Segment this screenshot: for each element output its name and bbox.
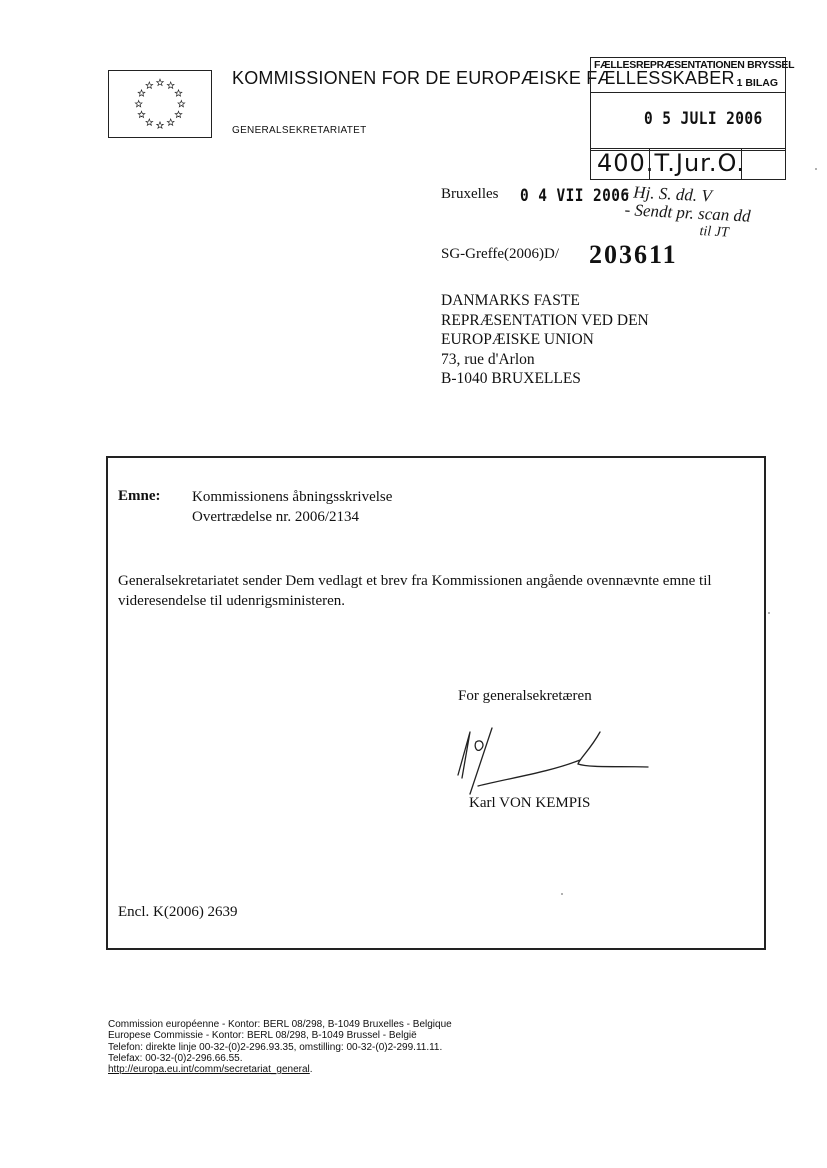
signature-stroke xyxy=(458,728,648,794)
stamp-divider xyxy=(590,92,786,93)
star-icon xyxy=(175,111,182,117)
handwritten-note-line: til JT xyxy=(699,224,730,241)
star-icon xyxy=(138,111,145,117)
star-icon xyxy=(175,90,182,96)
star-icon xyxy=(135,101,142,107)
scan-speck xyxy=(768,612,770,614)
enclosure-reference: Encl. K(2006) 2639 xyxy=(118,904,238,920)
reference-label: SG-Greffe(2006)D/ xyxy=(441,246,560,262)
footer-line: Telefon: direkte linje 00-32-(0)2-296.93.35, omstilling: 00-32-(0)2-299.11.11. xyxy=(108,1041,443,1053)
signer-name: Karl VON KEMPIS xyxy=(469,795,591,811)
footer-line: Telefax: 00-32-(0)2-296.66.55. xyxy=(108,1052,243,1064)
star-icon xyxy=(138,90,145,96)
star-icon xyxy=(157,79,164,85)
stamp-attachments: 1 BILAG xyxy=(736,77,778,89)
organization-title: KOMMISSIONEN FOR DE EUROPÆISKE FÆLLESSKABER xyxy=(232,68,735,88)
stamp-office: FÆLLESREPRÆSENTATIONEN BRYSSEL xyxy=(594,59,795,71)
subject-text xyxy=(192,487,392,527)
star-icon xyxy=(167,119,174,125)
footer-line: Europese Commissie - Kontor: BERL 08/298, B-1049 Brussel - België xyxy=(108,1030,417,1042)
address-line: EUROPÆISKE UNION xyxy=(441,331,594,348)
star-icon xyxy=(178,101,185,107)
stamp-file-number: 400.T.Jur.O. xyxy=(597,149,746,177)
stamp-frame xyxy=(590,57,786,151)
address-line: 73, rue d'Arlon xyxy=(441,350,535,368)
star-icon xyxy=(167,82,174,88)
stamp-file-box xyxy=(590,148,786,180)
footer-line: Commission européenne - Kontor: BERL 08/298, B-1049 Bruxelles - Belgique xyxy=(108,1019,452,1030)
received-stamp xyxy=(590,57,795,179)
subject-line: Overtrædelse nr. 2006/2134 xyxy=(192,509,360,525)
handwritten-note-line: - Hj. S. dd. V xyxy=(623,182,713,206)
handwritten-note-line: - Sendt pr. scan dd xyxy=(624,200,752,226)
stamp-received-date: 0 5 JULI 2006 xyxy=(644,109,763,129)
star-icon xyxy=(146,82,153,88)
address-line: DANMARKS FASTE xyxy=(441,292,580,309)
star-icon xyxy=(146,119,153,125)
reference-number: 203611 xyxy=(589,240,678,269)
address-line: B-1040 BRUXELLES xyxy=(441,370,581,387)
letter-frame xyxy=(106,456,766,950)
date-stamp: 0 4 VII 2006 xyxy=(520,186,630,206)
footer: Commission européenne - Kontor: BERL 08/298, B-1049 Bruxelles - Belgique Europese Commissie - Kontor: BERL 08/298, B-1049 Brussel - België Telefon: direkte linje 00-32-(0)2-296.93.35, omstilling: 00-32-(0)2-299.11.11. Telefax: 00-32-(0)2-296.66.55. http://europa.eu.int/comm/secretariat_general. xyxy=(108,1019,452,1076)
letter-body: Generalsekretariatet sender Dem vedlagt et brev fra Kommissionen angående ovennævnte emne til videresendelse til udenrigsministeren. xyxy=(118,573,712,609)
address-line: REPRÆSENTATION VED DEN xyxy=(441,311,649,329)
subject-label: Emne: xyxy=(118,488,161,504)
eu-flag-logo xyxy=(108,70,212,138)
scan-speck xyxy=(815,168,817,170)
handwritten-signature xyxy=(440,720,660,800)
recipient-address xyxy=(441,291,649,389)
place-label: Bruxelles xyxy=(441,186,499,202)
handwritten-note xyxy=(621,183,752,244)
subject-label-text: Emne xyxy=(118,488,156,504)
eu-stars-icon xyxy=(109,71,211,137)
department-name: GENERALSEKRETARIATET xyxy=(232,125,367,136)
star-icon xyxy=(157,122,164,128)
subject-line: Kommissionens åbningsskrivelse xyxy=(192,489,393,505)
footer-website-link[interactable]: http://europa.eu.int/comm/secretariat_general xyxy=(108,1064,310,1076)
scan-speck xyxy=(561,893,563,895)
sign-on-behalf: For generalsekretæren xyxy=(458,688,592,704)
